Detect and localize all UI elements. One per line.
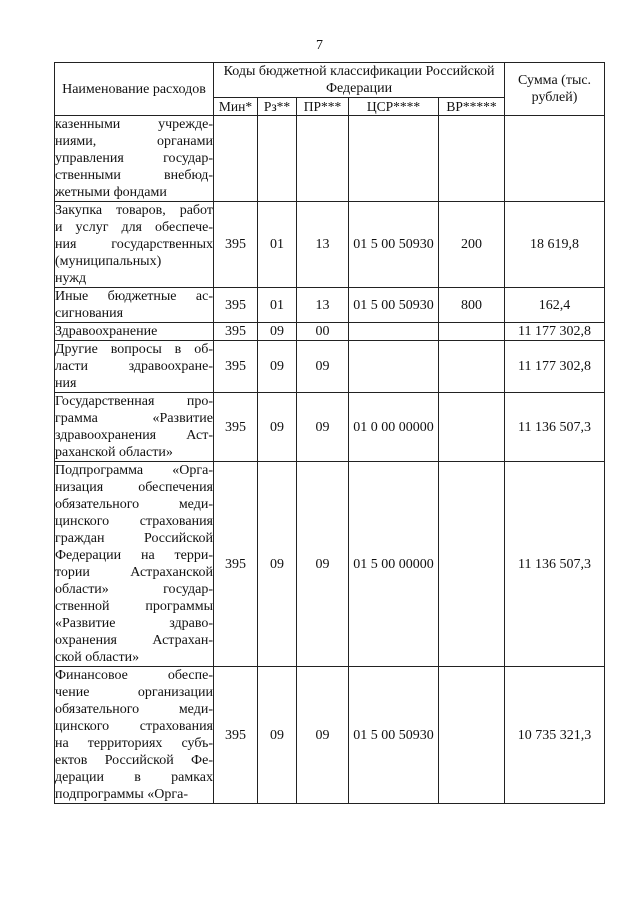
header-rz: Рз**	[258, 98, 297, 116]
row-vr	[439, 323, 505, 341]
name-line: ниями, органами	[55, 134, 213, 149]
row-csr: 01 0 00 00000	[349, 393, 439, 462]
row-min: 395	[214, 462, 258, 667]
name-line: ственной программы	[55, 599, 213, 614]
page-number: 7	[316, 38, 323, 53]
name-line: охранения Астрахан-	[55, 633, 213, 648]
row-pr: 09	[297, 393, 349, 462]
row-sum	[505, 116, 605, 202]
row-name	[55, 393, 214, 462]
name-line: тории Астраханской	[55, 565, 213, 580]
name-line: ектов Российской Фе-	[55, 753, 213, 768]
name-line: ласти здравоохране-	[55, 359, 213, 374]
row-pr: 00	[297, 323, 349, 341]
row-min: 395	[214, 393, 258, 462]
budget-table	[54, 62, 605, 804]
table-row	[55, 393, 605, 462]
name-line: жетными фондами	[55, 185, 167, 200]
row-vr	[439, 116, 505, 202]
row-vr	[439, 393, 505, 462]
row-rz: 09	[258, 341, 297, 393]
row-rz: 09	[258, 462, 297, 667]
table-row	[55, 462, 605, 667]
name-line: цинского страхования	[55, 719, 213, 734]
name-line: здравоохранения Аст-	[55, 428, 213, 443]
name-line: области» государ-	[55, 582, 213, 597]
row-vr	[439, 667, 505, 804]
row-min: 395	[214, 202, 258, 288]
row-vr	[439, 341, 505, 393]
name-line: Здравоохранение	[55, 324, 158, 339]
name-line: раханской области»	[55, 445, 173, 460]
name-line: Федерации на терри-	[55, 548, 213, 563]
name-line: и услуг для обеспече-	[55, 220, 213, 235]
header-codes: Коды бюджетной классификации Российской Федерации	[214, 63, 505, 98]
name-line: казенными учрежде-	[55, 117, 213, 132]
name-line: цинского страхования	[55, 514, 213, 529]
row-csr: 01 5 00 00000	[349, 462, 439, 667]
header-name: Наименование расходов	[55, 63, 214, 116]
row-pr: 09	[297, 341, 349, 393]
name-line: Подпрограмма «Орга-	[55, 463, 213, 478]
row-pr: 13	[297, 202, 349, 288]
name-line: ния	[55, 376, 77, 391]
table-row	[55, 667, 605, 804]
row-min: 395	[214, 288, 258, 323]
row-sum: 10 735 321,3	[505, 667, 605, 804]
name-line: грамма «Развитие	[55, 411, 213, 426]
row-rz: 01	[258, 288, 297, 323]
row-min	[214, 116, 258, 202]
row-csr: 01 5 00 50930	[349, 288, 439, 323]
row-rz: 09	[258, 667, 297, 804]
row-csr	[349, 341, 439, 393]
name-line: «Развитие здраво-	[55, 616, 213, 631]
row-sum: 11 136 507,3	[505, 462, 605, 667]
name-line: ской области»	[55, 650, 140, 665]
row-csr	[349, 116, 439, 202]
row-sum: 11 177 302,8	[505, 341, 605, 393]
row-name	[55, 202, 214, 288]
row-sum: 11 177 302,8	[505, 323, 605, 341]
row-name	[55, 323, 214, 341]
row-name	[55, 116, 214, 202]
row-rz: 09	[258, 323, 297, 341]
row-pr: 09	[297, 462, 349, 667]
table-row	[55, 341, 605, 393]
row-rz: 09	[258, 393, 297, 462]
name-line: управления государ-	[55, 151, 213, 166]
name-line: Финансовое обеспе-	[55, 668, 213, 683]
table-row	[55, 116, 605, 202]
row-name	[55, 288, 214, 323]
row-csr	[349, 323, 439, 341]
row-rz	[258, 116, 297, 202]
name-line: низация обеспечения	[55, 480, 213, 495]
row-name	[55, 341, 214, 393]
row-pr	[297, 116, 349, 202]
table-row	[55, 288, 605, 323]
row-csr: 01 5 00 50930	[349, 202, 439, 288]
row-pr: 13	[297, 288, 349, 323]
header-pr: ПР***	[297, 98, 349, 116]
row-csr: 01 5 00 50930	[349, 667, 439, 804]
name-line: Иные бюджетные ас-	[55, 289, 213, 304]
name-line: обязательного меди-	[55, 702, 213, 717]
row-sum: 162,4	[505, 288, 605, 323]
row-vr: 200	[439, 202, 505, 288]
table-row	[55, 202, 605, 288]
name-line: чение организации	[55, 685, 213, 700]
name-line: Другие вопросы в об-	[55, 342, 213, 357]
row-sum: 11 136 507,3	[505, 393, 605, 462]
name-line: ственными внебюд-	[55, 168, 213, 183]
row-name	[55, 462, 214, 667]
name-line: ния государственных	[55, 237, 213, 252]
header-sum: Сумма (тыс. рублей)	[505, 63, 605, 116]
header-min: Мин*	[214, 98, 258, 116]
row-sum: 18 619,8	[505, 202, 605, 288]
name-line: сигнования	[55, 306, 124, 321]
table-header	[55, 63, 605, 116]
name-line: (муниципальных)	[55, 254, 162, 269]
row-min: 395	[214, 667, 258, 804]
row-pr: 09	[297, 667, 349, 804]
header-csr: ЦСР****	[349, 98, 439, 116]
name-line: на территориях субъ-	[55, 736, 213, 751]
table-row	[55, 323, 605, 341]
header-vr: ВР*****	[439, 98, 505, 116]
name-line: нужд	[55, 271, 87, 286]
name-line: подпрограммы «Орга-	[55, 787, 189, 802]
row-min: 395	[214, 341, 258, 393]
row-vr	[439, 462, 505, 667]
row-rz: 01	[258, 202, 297, 288]
table-body	[55, 116, 605, 804]
name-line: Государственная про-	[55, 394, 213, 409]
row-vr: 800	[439, 288, 505, 323]
row-min: 395	[214, 323, 258, 341]
name-line: граждан Российской	[55, 531, 213, 546]
name-line: обязательного меди-	[55, 497, 213, 512]
row-name	[55, 667, 214, 804]
name-line: дерации в рамках	[55, 770, 213, 785]
name-line: Закупка товаров, работ	[55, 203, 213, 218]
